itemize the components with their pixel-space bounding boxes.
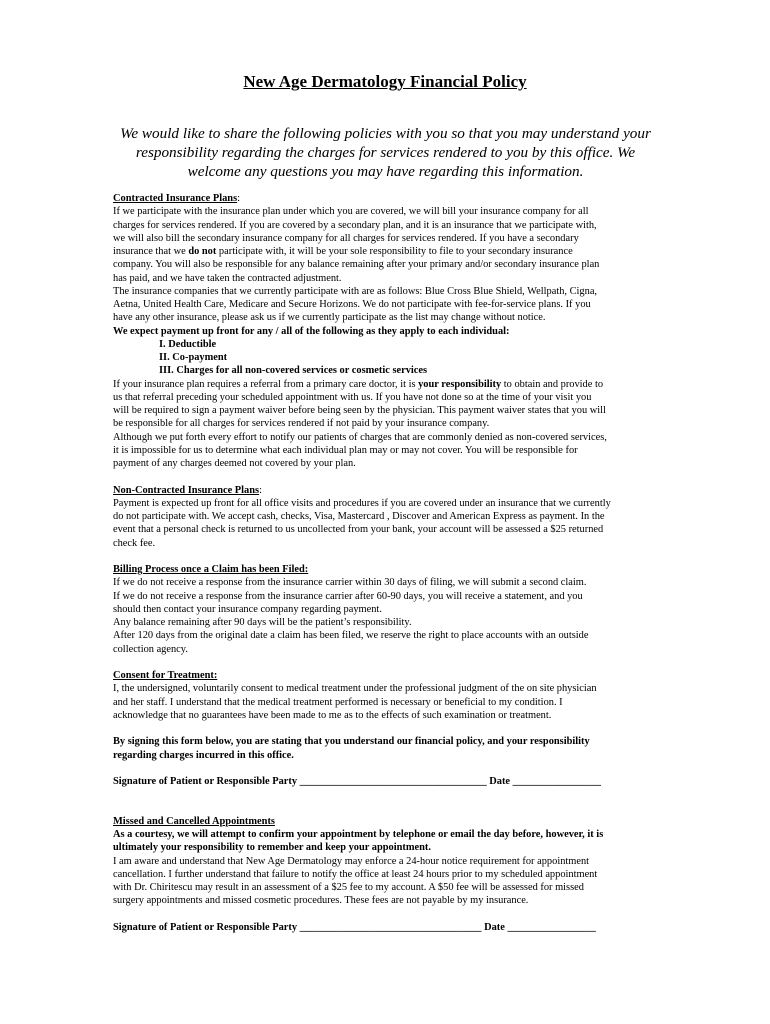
text-line: charges for services rendered. If you are covered by a secondary plan, and it is an insurance that we participate with, xyxy=(113,219,597,231)
text-line: it is impossible for us to determine what each individual plan may or may not cover. You will be responsible for xyxy=(113,444,578,456)
document-body xyxy=(113,192,661,934)
text-line: cancellation. I further understand that failure to notify the office at least 24 hours prior to my scheduled appointment xyxy=(113,868,598,880)
noncontracted-heading: Non-Contracted Insurance Plans xyxy=(113,484,260,496)
text-line: will be required to sign a payment waiver before being seen by the physician. This payment waiver states that you will xyxy=(113,405,606,416)
text-line: surgery appointments and missed cosmetic procedures. These fees are not payable by my insurance. xyxy=(113,895,529,907)
text-line: check fee. xyxy=(113,537,156,549)
contracted-heading: Contracted Insurance Plans xyxy=(113,193,238,204)
text-line: have any other insurance, please ask us if we currently participate as the list may change without notice. xyxy=(113,312,546,324)
text-line: I, the undersigned, voluntarily consent to medical treatment under the professional judgment of the on site physician xyxy=(113,683,597,695)
list-item-deductible: I. Deductible xyxy=(159,338,217,350)
text-line: with Dr. Chiritescu may result in an assessment of a $25 fee to my account. A $50 fee will be assessed for missed xyxy=(113,882,584,893)
text-line: and her staff. I understand that the medical treatment performed is necessary or beneficial to my condition. I xyxy=(113,696,563,708)
text-line: has paid, and we have taken the contracted adjustment. xyxy=(113,272,342,284)
text-line: If your insurance plan requires a referral from a primary care doctor, it is your responsibility to obtain and provide to xyxy=(113,378,604,390)
text-line: be responsible for all charges for services rendered if not paid by your insurance company. xyxy=(113,418,490,430)
text-line: acknowledge that no guarantees have been made to me as to the effects of such examination or treatment. xyxy=(113,709,552,721)
document-title: New Age Dermatology Financial Policy xyxy=(243,72,527,91)
noncontracted-heading-line: Non-Contracted Insurance Plans: xyxy=(113,484,262,496)
text-line: I am aware and understand that New Age Dermatology may enforce a 24-hour notice requirement for appointment xyxy=(113,855,590,867)
text-line: we will also bill the secondary insurance company for all charges for services rendered. If you have a secondary xyxy=(113,232,579,244)
text-line: do not participate with. We accept cash, checks, Visa, Mastercard , Discover and American Express as payment. In the xyxy=(113,511,605,522)
list-item-copayment: II. Co-payment xyxy=(159,352,228,363)
text-line: insurance that we do not participate with, it will be your sole responsibility to file to your secondary insurance xyxy=(113,246,573,257)
text-line: Aetna, United Health Care, Medicare and Secure Horizons. We do not participate with fee-for-service plans. If you xyxy=(113,299,591,310)
signing-statement: regarding charges incurred in this office. xyxy=(113,749,294,761)
signing-statement: By signing this form below, you are stating that you understand our financial policy, and your responsibility xyxy=(113,736,590,748)
text-line: The insurance companies that we currently participate with are as follows: Blue Cross Blue Shield, Wellpath, Cigna, xyxy=(113,285,598,297)
missed-courtesy: ultimately your responsibility to remember and keep your appointment. xyxy=(113,842,431,854)
text-line: event that a personal check is returned to us uncollected from your bank, your account will be assessed a $25 returned xyxy=(113,524,604,536)
text-line: After 120 days from the original date a claim has been filed, we reserve the right to place accounts with an outside xyxy=(113,630,589,642)
text-line: Although we put forth every effort to notify our patients of charges that are commonly denied as non-covered services, xyxy=(113,431,607,443)
text-line: Payment is expected up front for all office visits and procedures if you are covered under an insurance that we currently xyxy=(113,497,611,509)
expect-payment-line: We expect payment up front for any / all of the following as they apply to each individual: xyxy=(113,325,510,337)
missed-courtesy: As a courtesy, we will attempt to confirm your appointment by telephone or email the day before, however, it is xyxy=(113,829,604,840)
signature-line-missed[interactable]: Signature of Patient or Responsible Party ___________________________________ Date _________________ xyxy=(113,921,596,933)
list-item-noncovered: III. Charges for all non-covered services or cosmetic services xyxy=(159,365,428,377)
text-line: company. You will also be responsible for any balance remaining after your primary and/or secondary insurance plan xyxy=(113,259,600,271)
contracted-heading-line: Contracted Insurance Plans: xyxy=(113,193,240,204)
signature-line-financial[interactable]: Signature of Patient or Responsible Party ____________________________________ Date _________________ xyxy=(113,776,601,787)
text-line: If we participate with the insurance plan under which you are covered, we will bill your insurance company for all xyxy=(113,206,589,218)
text-line: us that referral preceding your scheduled appointment with us. If you have not done so at the time of your visit you xyxy=(113,391,592,403)
text-line: collection agency. xyxy=(113,643,188,655)
text-line: should then contact your insurance company regarding payment. xyxy=(113,603,382,615)
text-line: Any balance remaining after 90 days will be the patient’s responsibility. xyxy=(113,617,412,628)
text-line: If we do not receive a response from the insurance carrier within 30 days of filing, we will submit a second claim. xyxy=(113,577,587,589)
consent-heading: Consent for Treatment: xyxy=(113,670,218,681)
billing-heading: Billing Process once a Claim has been Filed: xyxy=(113,564,309,575)
text-line: If we do not receive a response from the insurance carrier after 60-90 days, you will receive a statement, and you xyxy=(113,590,583,602)
intro-paragraph: We would like to share the following policies with you so that you may understand your responsibility regarding the charges for services rendered to you by this office. We welcome any questions you may have regarding this information. xyxy=(120,125,651,180)
text-line: payment of any charges deemed not covered by your plan. xyxy=(113,458,356,469)
missed-heading: Missed and Cancelled Appointments xyxy=(113,815,275,827)
